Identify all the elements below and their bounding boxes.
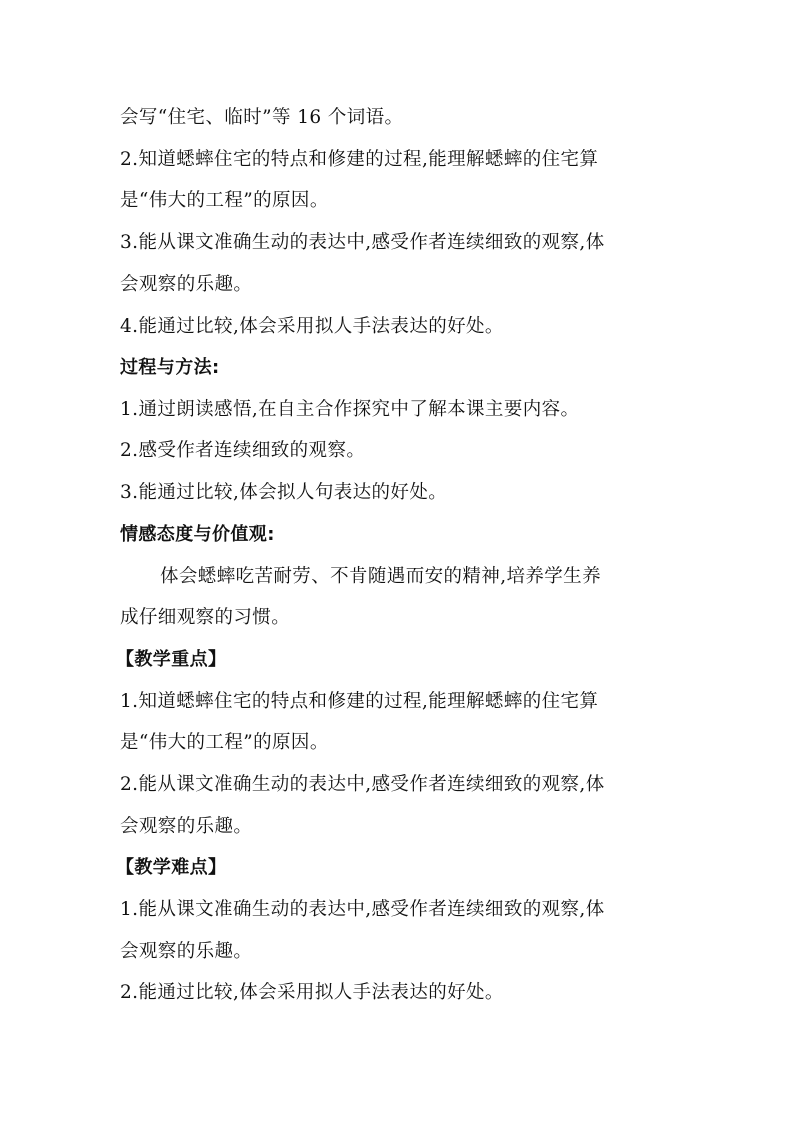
body-text-line: 是“伟大的工程”的原因。 <box>120 190 329 211</box>
body-text-line: 成仔细观察的习惯。 <box>120 607 291 628</box>
body-text-line: 会观察的乐趣。 <box>120 941 253 962</box>
section-heading: 过程与方法: <box>120 357 220 378</box>
paragraph-text: 体会蟋蟀吃苦耐劳、不肯随遇而安的精神,培养学生养 <box>160 566 601 587</box>
objective-item: 2.能通过比较,体会采用拟人手法表达的好处。 <box>120 982 504 1003</box>
objective-item: 3.能通过比较,体会拟人句表达的好处。 <box>120 482 448 503</box>
objective-item: 2.感受作者连续细致的观察。 <box>120 440 366 461</box>
objective-item: 4.能通过比较,体会采用拟人手法表达的好处。 <box>120 316 504 337</box>
body-text-line: 会观察的乐趣。 <box>120 816 253 837</box>
objective-item: 3.能从课文准确生动的表达中,感受作者连续细致的观察,体 <box>120 232 605 253</box>
objective-item: 2.知道蟋蟀住宅的特点和修建的过程,能理解蟋蟀的住宅算 <box>120 149 599 170</box>
body-text-line: 会写“住宅、临时”等 16 个词语。 <box>120 107 404 128</box>
objective-item: 1.通过朗读感悟,在自主合作探究中了解本课主要内容。 <box>120 399 580 420</box>
objective-item: 2.能从课文准确生动的表达中,感受作者连续细致的观察,体 <box>120 774 605 795</box>
section-heading: 情感态度与价值观: <box>120 524 275 545</box>
objective-item: 1.能从课文准确生动的表达中,感受作者连续细致的观察,体 <box>120 899 605 920</box>
section-heading: 【教学重点】 <box>116 649 227 670</box>
body-text-line: 会观察的乐趣。 <box>120 274 253 295</box>
section-heading: 【教学难点】 <box>116 857 227 878</box>
body-text-line: 是“伟大的工程”的原因。 <box>120 732 329 753</box>
objective-item: 1.知道蟋蟀住宅的特点和修建的过程,能理解蟋蟀的住宅算 <box>120 691 599 712</box>
